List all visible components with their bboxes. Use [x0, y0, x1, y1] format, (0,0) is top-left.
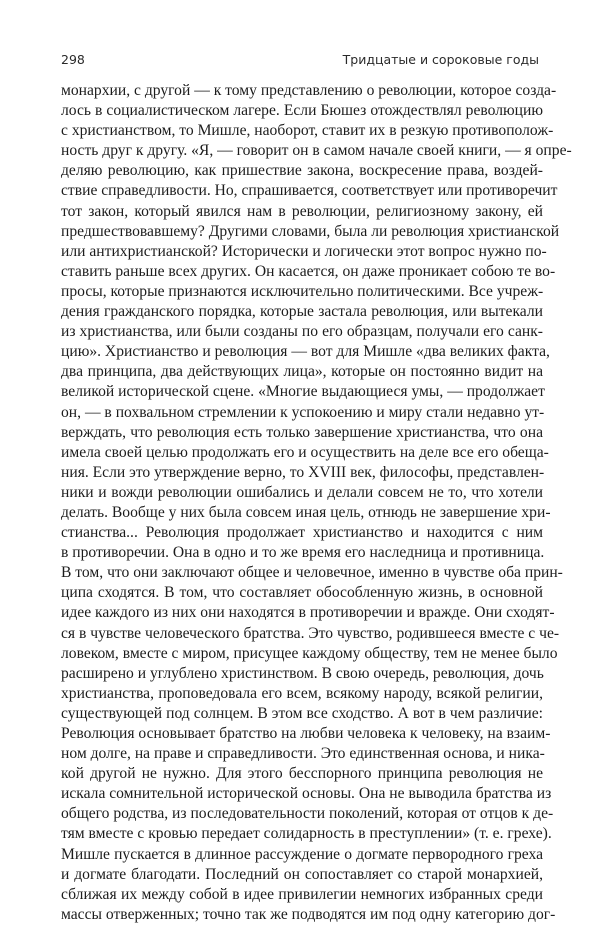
text-line: цию». Христианство и революция — вот для Мишле «два великих факта,: [61, 343, 550, 361]
text-line: Революция основывает братство на любви человека к человеку, на взаим-: [61, 725, 551, 742]
text-line: стианства... Революция продолжает христианство и находится с ним: [61, 524, 543, 542]
page-number: 298: [61, 52, 85, 67]
text-line: ствие справедливости. Но, спрашивается, соответствует или противоречит: [61, 182, 558, 200]
text-line: расширено и углублено христинством. В свою очередь, революция, дочь: [61, 664, 544, 682]
text-line: В том, что они заключают общее и человечное, именно в чувстве оба прин-: [61, 564, 563, 582]
text-line: Мишле пускается в длинное рассуждение о догмате первородного греха: [61, 845, 543, 863]
text-line: тям вместе с кровью передает солидарность в преступлении» (т. е. грехе).: [61, 825, 552, 843]
text-line: монархии, с другой — к тому представлению о революции, которое созда-: [61, 82, 557, 99]
text-line: он, — в похвальном стремлении к успокоению и миру стали недавно ут-: [61, 403, 545, 421]
text-line: массы отверженных; точно так же подводятся им под одну категорию дог-: [61, 905, 556, 923]
text-line: ся в чувстве человеческого братства. Это чувство, родившееся вместе с че-: [61, 624, 560, 642]
text-line: ники и вожди революции ошибались и делали совсем не то, что хотели: [61, 483, 543, 501]
text-line: кой другой не нужно. Для этого бесспорного принципа революция не: [61, 765, 543, 783]
text-line: общего родства, из последовательности поколений, которая от отцов к де-: [61, 805, 554, 823]
text-line: просы, которые признаются исключительно политическими. Все учреж-: [61, 282, 544, 300]
section-title: Тридцатые и сороковые годы: [342, 52, 539, 67]
text-line: из христианства, или были созданы по его образцам, получали его санк-: [61, 323, 543, 341]
text-line: идее каждого из них они находятся в противоречии и вражде. Они сходят-: [61, 604, 555, 622]
text-line: искала сомнительной исторической основы. Она не выводила братства из: [61, 785, 552, 803]
text-line: в противоречии. Она в одно и то же время его наследница и противница.: [61, 544, 545, 562]
text-line: ставить раньше всех других. Он касается, он даже проникает собою те во-: [61, 262, 556, 280]
text-line: и догмате благодати. Последний он сопоставляет со старой монархией,: [61, 865, 543, 883]
text-line: с христианством, то Мишле, наоборот, ставит их в резкую противополож-: [61, 122, 554, 140]
text-line: тот закон, который явился нам в революции, религиозному закону, ей: [61, 202, 543, 220]
text-line: лось в социалистическом лагере. Если Бюшез отождествлял революцию: [61, 102, 543, 120]
text-line: или антихристианской? Исторически и логически этот вопрос нужно по-: [61, 242, 547, 260]
text-line: предшествовавшему? Другими словами, была ли революция христианской: [61, 222, 560, 240]
text-line: два принципа, два действующих лица», которые он постоянно видит на: [61, 363, 543, 381]
text-line: ном долге, на праве и справедливости. Это единственная основа, и ника-: [61, 745, 545, 763]
text-line: ципа сходятся. В том, что составляет обособленную жизнь, в основной: [61, 584, 543, 602]
running-head: [61, 52, 539, 72]
text-line: христианства, проповедовала его всем, всякому народу, всякой религии,: [61, 684, 543, 702]
text-line: великой исторической сцене. «Многие выдающиеся умы, — продолжает: [61, 383, 545, 401]
text-line: верждать, что революция есть только завершение христианства, что она: [61, 423, 543, 441]
text-line: существующей под солнцем. В этом все сходство. А вот в чем различие:: [61, 704, 543, 722]
text-line: деляю революцию, как пришествие закона, воскресение права, воздей-: [61, 162, 543, 180]
text-line: ния. Если это утверждение верно, то XVIII век, философы, представлен-: [61, 463, 545, 481]
text-line: ность друг к другу. «Я, — говорит он в самом начале своей книги, — я опре-: [61, 142, 572, 160]
text-line: сближая их между собой в идее привилегии немногих избранных среди: [61, 885, 543, 903]
body-text: [61, 81, 572, 925]
text-line: ловеком, вместе с миром, присущее каждому обществу, тем не менее было: [61, 644, 558, 662]
text-line: делать. Вообще у них была совсем иная цель, отнюдь не завершение хри-: [61, 503, 551, 521]
text-line: дения гражданского порядка, которые застала революция, или вытекали: [61, 303, 543, 321]
text-line: имела своей целью продолжать его и осуществить на деле все его обеща-: [61, 443, 549, 461]
